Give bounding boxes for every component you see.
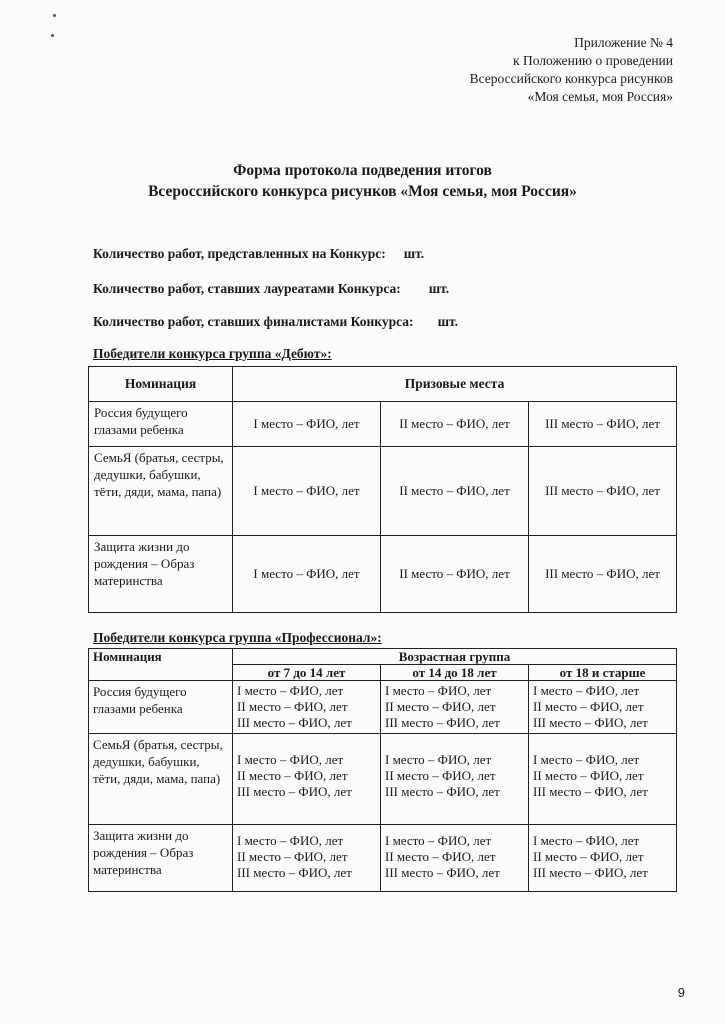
scan-speck xyxy=(53,14,56,17)
places-cell xyxy=(381,681,529,734)
places-cell xyxy=(233,734,381,825)
place-cell: III место – ФИО, лет xyxy=(529,447,677,536)
place-cell: II место – ФИО, лет xyxy=(381,402,529,447)
table-row xyxy=(89,536,677,613)
place-line: II место – ФИО, лет xyxy=(533,768,644,783)
count-submitted xyxy=(93,246,424,262)
debut-table xyxy=(88,366,677,613)
col-places: Призовые места xyxy=(233,367,677,402)
appendix-header xyxy=(470,34,673,106)
col-age-group: Возрастная группа xyxy=(233,649,677,665)
col-nomination: Номинация xyxy=(89,367,233,402)
nomination-cell: СемьЯ (братья, сестры, дедушки, бабушки, тёти, дяди, мама, папа) xyxy=(89,734,233,825)
table-row xyxy=(89,734,677,825)
place-line: III место – ФИО, лет xyxy=(237,715,352,730)
debut-heading: Победители конкурса группа «Дебют»: xyxy=(93,346,332,361)
age-group-14-18: от 14 до 18 лет xyxy=(381,665,529,681)
appendix-line: «Моя семья, моя Россия» xyxy=(527,89,673,104)
title-line: Всероссийского конкурса рисунков «Моя семья, моя Россия» xyxy=(148,183,577,200)
place-line: III место – ФИО, лет xyxy=(237,865,352,880)
place-line: III место – ФИО, лет xyxy=(385,784,500,799)
place-line: II место – ФИО, лет xyxy=(237,849,348,864)
place-cell: II место – ФИО, лет xyxy=(381,536,529,613)
place-line: I место – ФИО, лет xyxy=(533,833,640,848)
table-row xyxy=(89,447,677,536)
nomination-cell: Защита жизни до рождения – Образ материнства xyxy=(89,536,233,613)
place-line: I место – ФИО, лет xyxy=(533,683,640,698)
count-label: Количество работ, ставших финалистами Конкурса: xyxy=(93,314,414,329)
places-cell xyxy=(529,825,677,892)
count-label: Количество работ, представленных на Конкурс: xyxy=(93,246,386,261)
places-cell xyxy=(381,825,529,892)
place-line: III место – ФИО, лет xyxy=(237,784,352,799)
table-row xyxy=(89,825,677,892)
place-line: II место – ФИО, лет xyxy=(385,699,496,714)
count-unit: шт. xyxy=(403,246,425,261)
appendix-line: Приложение № 4 xyxy=(574,35,673,50)
places-cell xyxy=(529,681,677,734)
place-line: II место – ФИО, лет xyxy=(237,699,348,714)
age-group-7-14: от 7 до 14 лет xyxy=(233,665,381,681)
place-line: III место – ФИО, лет xyxy=(385,865,500,880)
title-line: Форма протокола подведения итогов xyxy=(233,162,492,179)
place-line: III место – ФИО, лет xyxy=(385,715,500,730)
nomination-cell: СемьЯ (братья, сестры, дедушки, бабушки, тёти, дяди, мама, папа) xyxy=(89,447,233,536)
scan-speck xyxy=(51,34,54,37)
places-cell xyxy=(233,825,381,892)
place-line: II место – ФИО, лет xyxy=(533,699,644,714)
place-line: III место – ФИО, лет xyxy=(533,865,648,880)
document-title xyxy=(0,160,725,202)
places-cell xyxy=(233,681,381,734)
place-line: II место – ФИО, лет xyxy=(385,768,496,783)
place-cell: II место – ФИО, лет xyxy=(381,447,529,536)
nomination-cell: Россия будущего глазами ребенка xyxy=(89,402,233,447)
place-line: III место – ФИО, лет xyxy=(533,784,648,799)
page-number: 9 xyxy=(677,985,685,1000)
place-line: III место – ФИО, лет xyxy=(533,715,648,730)
count-unit: шт. xyxy=(428,281,450,296)
count-unit: шт. xyxy=(437,314,458,329)
place-line: I место – ФИО, лет xyxy=(385,833,492,848)
place-line: I место – ФИО, лет xyxy=(237,833,344,848)
place-line: I место – ФИО, лет xyxy=(385,752,492,767)
pro-heading: Победители конкурса группа «Профессионал»: xyxy=(93,630,382,645)
nomination-cell: Россия будущего глазами ребенка xyxy=(89,681,233,734)
place-line: II место – ФИО, лет xyxy=(385,849,496,864)
place-cell: I место – ФИО, лет xyxy=(233,447,381,536)
appendix-line: к Положению о проведении xyxy=(513,53,673,68)
nomination-cell: Защита жизни до рождения – Образ материнства xyxy=(89,825,233,892)
count-label: Количество работ, ставших лауреатами Конкурса: xyxy=(93,281,401,296)
count-laureates xyxy=(93,281,449,297)
place-cell: I место – ФИО, лет xyxy=(233,536,381,613)
col-nomination: Номинация xyxy=(89,649,233,681)
age-group-18-plus: от 18 и старше xyxy=(529,665,677,681)
place-cell: I место – ФИО, лет xyxy=(233,402,381,447)
place-line: II место – ФИО, лет xyxy=(237,768,348,783)
places-cell xyxy=(529,734,677,825)
place-line: I место – ФИО, лет xyxy=(237,752,344,767)
place-line: I место – ФИО, лет xyxy=(237,683,344,698)
pro-table xyxy=(88,648,677,892)
places-cell xyxy=(381,734,529,825)
table-row xyxy=(89,402,677,447)
table-row xyxy=(89,681,677,734)
place-cell: III место – ФИО, лет xyxy=(529,536,677,613)
appendix-line: Всероссийского конкурса рисунков xyxy=(469,71,673,86)
count-finalists xyxy=(93,314,458,330)
place-cell: III место – ФИО, лет xyxy=(529,402,677,447)
place-line: I место – ФИО, лет xyxy=(385,683,492,698)
place-line: II место – ФИО, лет xyxy=(533,849,644,864)
place-line: I место – ФИО, лет xyxy=(533,752,640,767)
